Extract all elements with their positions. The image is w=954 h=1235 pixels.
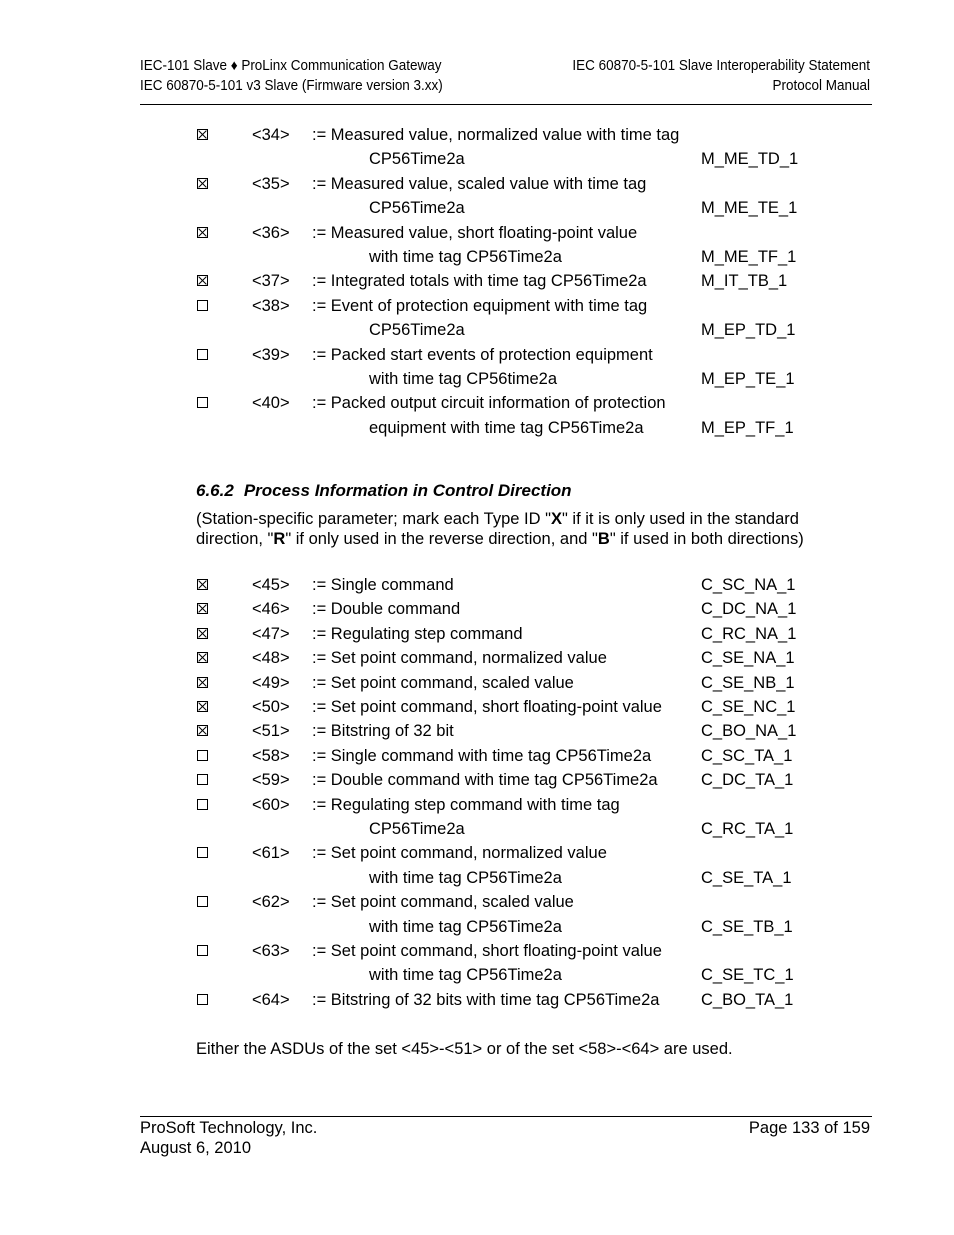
type-id-row-continuation — [0, 245, 954, 269]
footer-company: ProSoft Technology, Inc. — [140, 1119, 318, 1137]
header-chapter: IEC 60870-5-101 Slave Interoperability Statement — [572, 58, 870, 74]
type-description-continued: with time tag CP56Time2a — [369, 917, 562, 936]
type-id-row — [0, 939, 954, 963]
checked-box-icon — [197, 603, 208, 614]
type-id-row-continuation — [0, 147, 954, 171]
type-description: := Packed start events of protection equipment — [312, 345, 653, 364]
checked-box-icon — [197, 677, 208, 688]
type-id: <36> — [252, 223, 290, 242]
type-id: <62> — [252, 893, 290, 912]
type-code: C_RC_NA_1 — [701, 624, 797, 643]
paragraph-b: B — [597, 529, 610, 548]
type-description: := Set point command, short floating-point value — [312, 698, 662, 716]
type-code: C_BO_NA_1 — [701, 722, 797, 741]
type-code: C_SE_TB_1 — [701, 917, 793, 936]
type-code: C_SE_TA_1 — [701, 868, 792, 887]
type-description-continued: with time tag CP56Time2a — [369, 248, 562, 266]
header-product: IEC-101 Slave ♦ ProLinx Communication Gateway — [140, 58, 442, 74]
type-description: := Measured value, scaled value with time tag — [312, 174, 647, 193]
type-description-continued: CP56Time2a — [369, 199, 465, 218]
type-id: <61> — [252, 844, 290, 863]
asdu-note: Either the ASDUs of the set <45>-<51> or of the set <58>-<64> are used. — [196, 1040, 733, 1058]
type-id-row-continuation — [0, 416, 954, 440]
empty-checkbox-icon — [197, 945, 208, 956]
type-description: := Set point command, normalized value — [312, 649, 607, 668]
type-id-row — [0, 890, 954, 914]
empty-checkbox-icon — [197, 994, 208, 1005]
type-code: M_IT_TB_1 — [701, 272, 788, 291]
footer-divider — [140, 1116, 872, 1117]
type-id-row — [0, 391, 954, 415]
type-code: C_SE_TC_1 — [701, 966, 794, 985]
type-id-row-continuation — [0, 318, 954, 342]
type-code: M_EP_TE_1 — [701, 370, 795, 388]
type-id-row — [0, 622, 954, 646]
type-id: <34> — [252, 126, 290, 144]
type-id-row — [0, 768, 954, 792]
header-module: IEC 60870-5-101 v3 Slave (Firmware version 3.xx) — [140, 77, 443, 94]
type-id-row-continuation — [0, 196, 954, 220]
type-id: <40> — [252, 394, 290, 413]
empty-checkbox-icon — [197, 847, 208, 858]
type-id: <38> — [252, 296, 290, 315]
type-description-continued: equipment with time tag CP56Time2a — [369, 418, 644, 437]
checked-box-icon — [197, 227, 208, 238]
type-id-row — [0, 123, 954, 147]
type-id: <46> — [252, 600, 290, 619]
type-code: C_DC_TA_1 — [701, 771, 794, 790]
footer-date: August 6, 2010 — [140, 1138, 252, 1157]
type-description: := Measured value, normalized value with time tag — [312, 126, 680, 144]
checked-box-icon — [197, 579, 208, 590]
footer-left — [140, 1119, 317, 1158]
type-description: := Set point command, scaled value — [312, 893, 574, 912]
type-code: C_RC_TA_1 — [701, 820, 794, 838]
type-code: C_BO_TA_1 — [701, 990, 794, 1009]
paragraph-text: " if used in both directions) — [609, 529, 804, 548]
type-description-continued: with time tag CP56Time2a — [369, 868, 562, 887]
paragraph-x: X — [550, 510, 562, 528]
type-description: := Double command with time tag CP56Time2a — [312, 771, 658, 790]
station-parameter-paragraph — [196, 510, 806, 550]
type-description: := Set point command, short floating-point value — [312, 942, 662, 960]
type-code: M_ME_TD_1 — [701, 150, 799, 169]
checked-box-icon — [197, 628, 208, 639]
type-id-row — [0, 221, 954, 245]
type-id: <51> — [252, 722, 290, 741]
type-id: <49> — [252, 673, 290, 692]
type-id: <58> — [252, 746, 290, 765]
type-code: C_DC_NA_1 — [701, 600, 797, 619]
empty-checkbox-icon — [197, 799, 208, 810]
type-id-row — [0, 343, 954, 367]
type-description: := Bitstring of 32 bit — [312, 722, 454, 741]
footer-page-number: Page 133 of 159 — [748, 1119, 870, 1137]
empty-checkbox-icon — [197, 750, 208, 761]
empty-checkbox-icon — [197, 397, 208, 408]
type-id-row-continuation — [0, 367, 954, 391]
type-id-row — [0, 744, 954, 768]
header-left — [140, 57, 443, 96]
type-code: M_EP_TF_1 — [701, 418, 794, 437]
type-code: M_ME_TF_1 — [701, 248, 797, 266]
empty-checkbox-icon — [197, 896, 208, 907]
type-description: := Bitstring of 32 bits with time tag CP56Time2a — [312, 990, 660, 1009]
type-id-row — [0, 988, 954, 1012]
type-description-continued: CP56Time2a — [369, 321, 465, 340]
type-description: := Integrated totals with time tag CP56Time2a — [312, 272, 647, 291]
paragraph-text: " if it is only used in the standard direction, " — [196, 510, 799, 548]
type-id-row — [0, 573, 954, 597]
type-id: <35> — [252, 174, 290, 193]
type-code: M_ME_TE_1 — [701, 199, 798, 218]
type-description: := Packed output circuit information of protection — [312, 394, 666, 413]
type-id-row-continuation — [0, 817, 954, 841]
type-id-row — [0, 671, 954, 695]
header-divider — [140, 104, 872, 105]
type-code: C_SE_NA_1 — [701, 649, 795, 668]
type-id-row — [0, 597, 954, 621]
empty-checkbox-icon — [197, 349, 208, 360]
type-code: C_SC_NA_1 — [701, 576, 796, 594]
type-description: := Single command with time tag CP56Time2a — [312, 746, 652, 765]
type-id-row-continuation — [0, 915, 954, 939]
type-id: <39> — [252, 345, 290, 364]
type-description: := Measured value, short floating-point value — [312, 223, 638, 242]
type-id-row — [0, 172, 954, 196]
type-id-row — [0, 695, 954, 719]
type-description: := Single command — [312, 576, 454, 594]
section-title: Process Information in Control Direction — [243, 481, 572, 500]
type-code: C_SE_NB_1 — [701, 673, 795, 692]
type-id: <45> — [252, 576, 290, 594]
type-id-row — [0, 294, 954, 318]
type-id: <48> — [252, 649, 290, 668]
type-id-row — [0, 269, 954, 293]
type-id-row — [0, 646, 954, 670]
footer-right — [749, 1119, 870, 1139]
checked-box-icon — [197, 275, 208, 286]
type-description-continued: CP56Time2a — [369, 150, 465, 169]
header-right — [572, 57, 870, 96]
section-number: 6.6.2 — [196, 481, 234, 500]
checked-box-icon — [197, 178, 208, 189]
type-description: := Double command — [312, 600, 461, 619]
type-id-row — [0, 841, 954, 865]
empty-checkbox-icon — [197, 774, 208, 785]
type-id: <50> — [252, 698, 290, 716]
type-description: := Set point command, normalized value — [312, 844, 607, 863]
paragraph-text: " if only used in the reverse direction, and " — [285, 529, 598, 548]
type-id: <60> — [252, 795, 290, 814]
type-code: C_SE_NC_1 — [701, 698, 796, 716]
paragraph-text: (Station-specific parameter; mark each Type ID " — [196, 510, 551, 528]
type-id: <59> — [252, 771, 290, 790]
type-code: M_EP_TD_1 — [701, 321, 796, 340]
checked-box-icon — [197, 652, 208, 663]
header-manual: Protocol Manual — [772, 77, 870, 94]
type-description-continued: with time tag CP56time2a — [369, 370, 558, 388]
type-id: <63> — [252, 942, 290, 960]
empty-checkbox-icon — [197, 300, 208, 311]
type-description: := Regulating step command with time tag — [312, 795, 620, 814]
type-description-continued: CP56Time2a — [369, 820, 465, 838]
checked-box-icon — [197, 725, 208, 736]
type-id: <64> — [252, 990, 290, 1009]
type-id: <47> — [252, 624, 290, 643]
paragraph-r: R — [273, 529, 286, 548]
section-heading — [196, 479, 572, 503]
type-description: := Event of protection equipment with time tag — [312, 296, 648, 315]
checked-box-icon — [197, 129, 208, 140]
type-description-continued: with time tag CP56Time2a — [369, 966, 562, 985]
type-description: := Set point command, scaled value — [312, 673, 574, 692]
type-code: C_SC_TA_1 — [701, 746, 793, 765]
checked-box-icon — [197, 701, 208, 712]
type-description: := Regulating step command — [312, 624, 523, 643]
type-id-row — [0, 719, 954, 743]
type-id-row-continuation — [0, 866, 954, 890]
type-id-row — [0, 793, 954, 817]
type-id: <37> — [252, 272, 290, 291]
type-id-row-continuation — [0, 963, 954, 987]
